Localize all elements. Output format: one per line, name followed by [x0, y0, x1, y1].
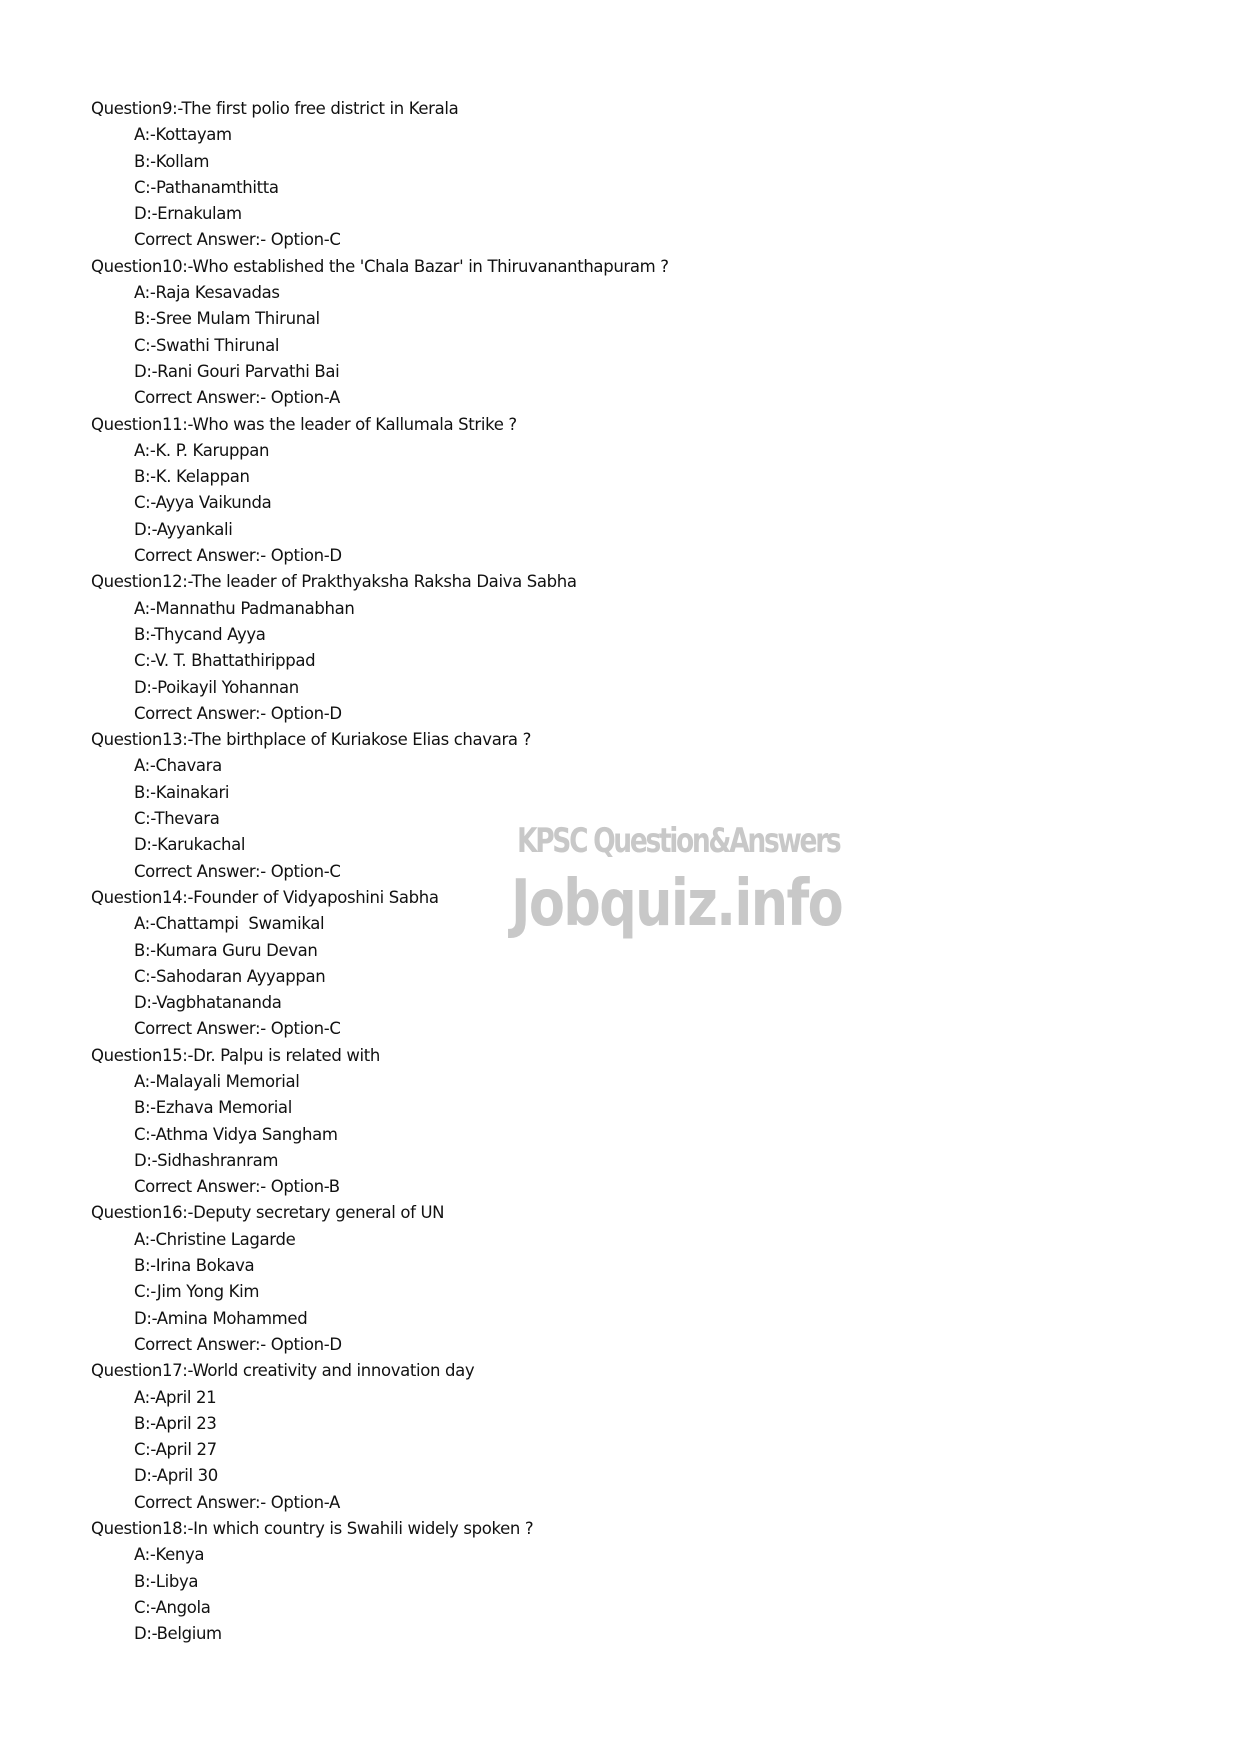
option-c: C:-Swathi Thirunal [134, 335, 280, 355]
question-block [91, 1043, 1151, 1201]
option-d: D:-April 30 [134, 1466, 218, 1486]
option-b: B:-Kumara Guru Devan [134, 940, 318, 960]
option-d: D:-Vagbhatananda [134, 993, 282, 1013]
option-b: B:-Kainakari [134, 782, 230, 802]
option-b: B:-K. Kelappan [134, 467, 250, 487]
question-list [91, 96, 1151, 1648]
question-block [91, 1358, 1151, 1516]
question-block [91, 96, 1151, 254]
question-block [91, 885, 1151, 1043]
option-c: C:-Jim Yong Kim [134, 1282, 260, 1302]
question-text: Question9:-The first polio free district in Kerala [91, 99, 459, 118]
correct-answer: Correct Answer:- Option-B [134, 1177, 340, 1197]
option-d: D:-Sidhashranram [134, 1150, 279, 1170]
option-d: D:-Poikayil Yohannan [134, 677, 299, 697]
correct-answer: Correct Answer:- Option-C [134, 1019, 341, 1039]
question-text: Question16:-Deputy secretary general of UN [91, 1203, 445, 1223]
question-text: Question17:-World creativity and innovation day [91, 1361, 475, 1381]
question-text: Question15:-Dr. Palpu is related with [91, 1045, 380, 1065]
option-d: D:-Ernakulam [134, 204, 242, 224]
option-a: A:-Chavara [134, 756, 222, 776]
option-b: B:-Irina Bokava [134, 1256, 255, 1276]
option-b: B:-April 23 [134, 1413, 217, 1433]
option-b: B:-Sree Mulam Thirunal [134, 309, 320, 329]
option-d: D:-Amina Mohammed [134, 1308, 308, 1328]
question-block [91, 727, 1151, 885]
option-a: A:-Chattampi Swamikal [134, 914, 325, 934]
correct-answer: Correct Answer:- Option-A [134, 1492, 340, 1512]
question-text: Question12:-The leader of Prakthyaksha Raksha Daiva Sabha [91, 572, 577, 592]
option-c: C:-Pathanamthitta [134, 177, 279, 197]
correct-answer: Correct Answer:- Option-A [134, 388, 340, 408]
option-c: C:-April 27 [134, 1440, 217, 1460]
correct-answer: Correct Answer:- Option-D [134, 1334, 342, 1354]
option-a: A:-Christine Lagarde [134, 1229, 296, 1249]
option-a: A:-Malayali Memorial [134, 1071, 300, 1091]
question-text: Question13:-The birthplace of Kuriakose Elias chavara ? [91, 730, 531, 750]
question-block [91, 569, 1151, 727]
option-a: A:-K. P. Karuppan [134, 440, 270, 460]
correct-answer: Correct Answer:- Option-C [134, 861, 341, 881]
option-d: D:-Rani Gouri Parvathi Bai [134, 361, 340, 381]
option-b: B:-Libya [134, 1571, 199, 1591]
question-block [91, 1516, 1151, 1647]
watermark-line-1: KPSC Question&Answers [517, 821, 840, 861]
question-text: Question10:-Who established the 'Chala Bazar' in Thiruvananthapuram ? [91, 256, 669, 276]
correct-answer: Correct Answer:- Option-D [134, 703, 342, 723]
option-b: B:-Kollam [134, 151, 210, 171]
option-c: C:-Ayya Vaikunda [134, 493, 272, 513]
option-b: B:-Ezhava Memorial [134, 1098, 292, 1118]
question-text: Question11:-Who was the leader of Kallumala Strike ? [91, 414, 517, 434]
option-a: A:-Raja Kesavadas [134, 283, 280, 303]
option-a: A:-April 21 [134, 1387, 217, 1407]
question-block [91, 254, 1151, 412]
option-a: A:-Kenya [134, 1545, 205, 1565]
option-d: D:-Ayyankali [134, 519, 233, 539]
question-block [91, 1200, 1151, 1358]
correct-answer: Correct Answer:- Option-C [134, 230, 341, 250]
option-c: C:-Thevara [134, 809, 220, 829]
option-b: B:-Thycand Ayya [134, 624, 266, 644]
question-block [91, 412, 1151, 570]
option-c: C:-Sahodaran Ayyappan [134, 966, 326, 986]
option-d: D:-Karukachal [134, 835, 246, 855]
option-c: C:-Athma Vidya Sangham [134, 1124, 338, 1144]
option-a: A:-Mannathu Padmanabhan [134, 598, 355, 618]
option-c: C:-V. T. Bhattathirippad [134, 651, 316, 671]
option-d: D:-Belgium [134, 1624, 222, 1644]
option-a: A:-Kottayam [134, 125, 232, 145]
option-c: C:-Angola [134, 1597, 211, 1617]
question-text: Question18:-In which country is Swahili widely spoken ? [91, 1519, 534, 1539]
watermark-line-2: Jobquiz.info [511, 867, 843, 941]
correct-answer: Correct Answer:- Option-D [134, 546, 342, 566]
question-text: Question14:-Founder of Vidyaposhini Sabha [91, 887, 439, 907]
